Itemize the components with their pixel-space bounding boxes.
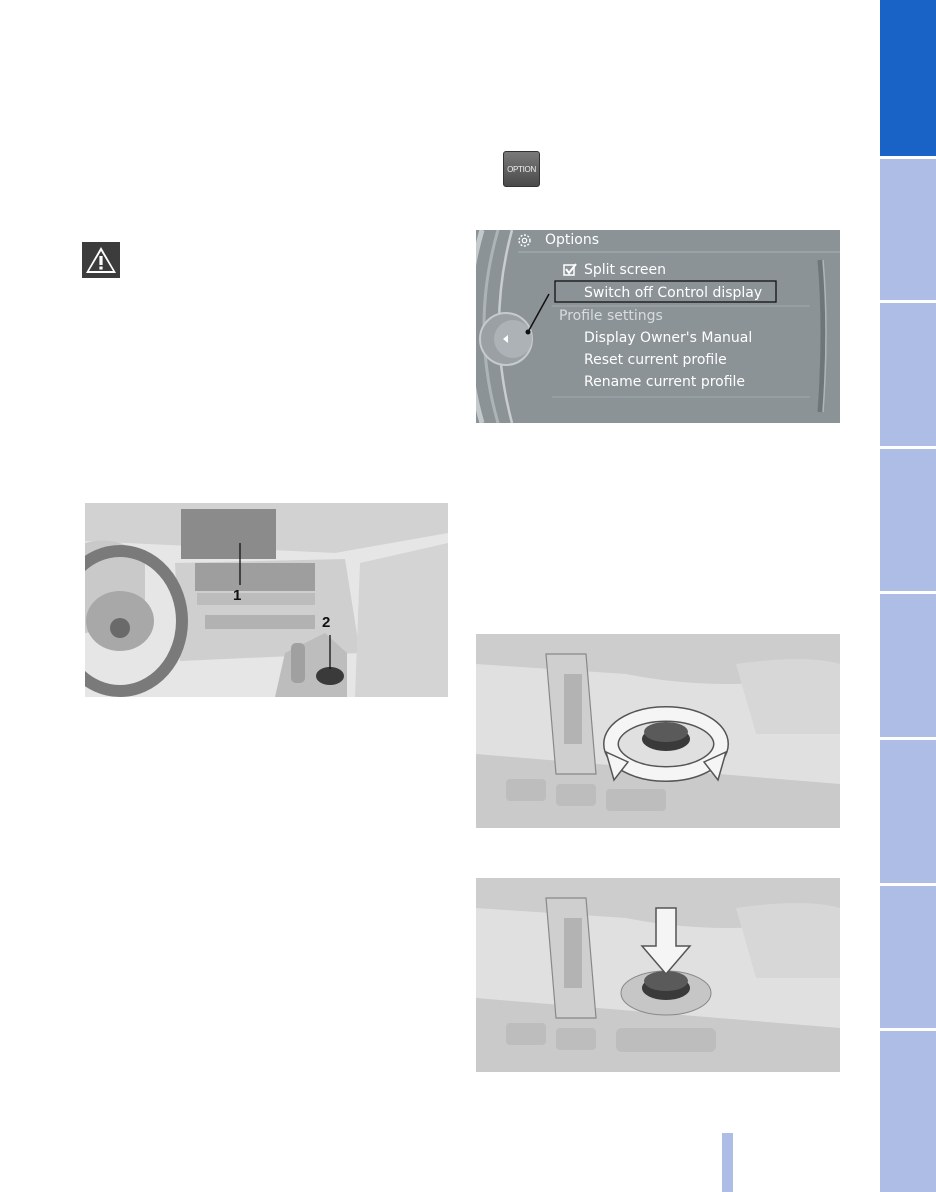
gear-icon [516, 232, 533, 254]
option-button[interactable]: OPTION [503, 151, 540, 187]
chapter-tab-5[interactable] [880, 594, 936, 737]
callout-2: 2 [322, 614, 331, 631]
section-heading-profile-settings: Profile settings [559, 308, 663, 324]
chapter-tab-8[interactable] [880, 1031, 936, 1192]
page-marker [722, 1133, 733, 1192]
chapter-tab-6[interactable] [880, 740, 936, 883]
chapter-tab-7[interactable] [880, 886, 936, 1028]
menu-item-rename-current-profile[interactable]: Rename current profile [584, 374, 746, 390]
chapter-tab-4[interactable] [880, 449, 936, 591]
menu-item-split-screen[interactable]: Split screen [584, 262, 667, 278]
checkbox-checked-icon[interactable] [563, 263, 577, 281]
chapter-tab-1[interactable] [880, 0, 936, 156]
cockpit-photo [85, 503, 448, 697]
options-title: Options [545, 232, 600, 248]
controller-turn-illustration [476, 634, 840, 828]
chapter-tab-3[interactable] [880, 303, 936, 446]
callout-1: 1 [233, 587, 242, 604]
options-screen [476, 230, 840, 423]
warning-triangle-icon [82, 242, 120, 278]
chapter-tab-2[interactable] [880, 159, 936, 300]
menu-item-display-owners-manual[interactable]: Display Owner's Manual [584, 330, 753, 346]
menu-item-reset-current-profile[interactable]: Reset current profile [584, 352, 727, 368]
menu-item-switch-off-control-display[interactable]: Switch off Control display [584, 285, 763, 301]
controller-press-illustration [476, 878, 840, 1072]
